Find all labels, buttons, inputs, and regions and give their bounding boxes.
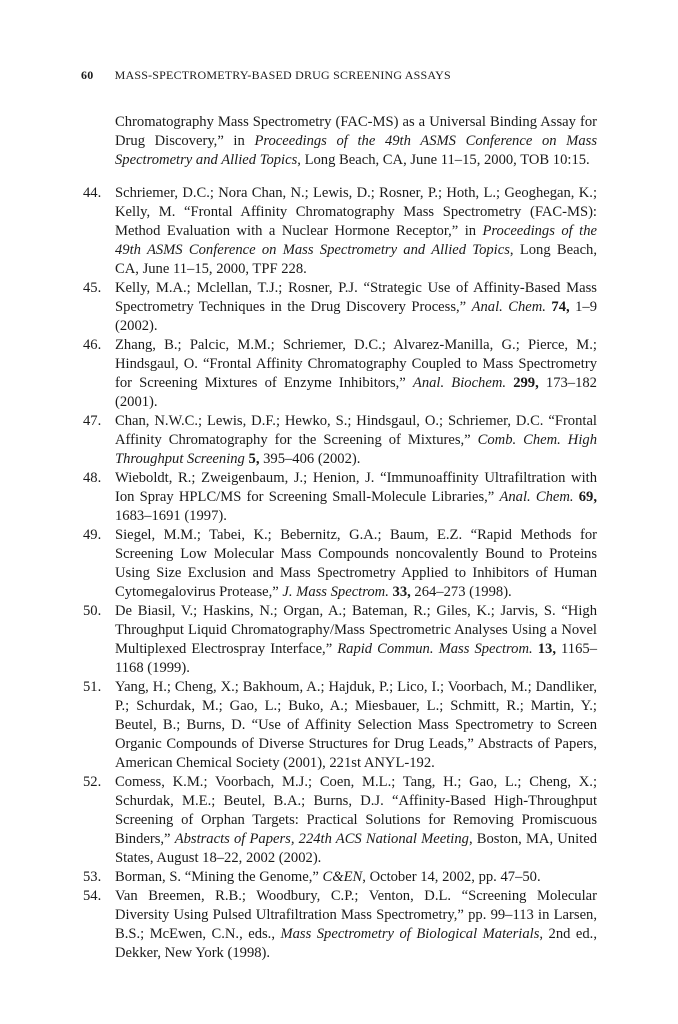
ref-part: Rapid Commun. Mass Spectrom.: [337, 641, 533, 658]
ref-part: 1683–1691 (1997).: [115, 508, 227, 525]
ref-part: 173–182 (2001).: [115, 375, 597, 411]
ref-part: , October 14, 2002, pp. 47–50.: [362, 869, 541, 886]
ref-part: Chromatography Mass Spectrometry (FAC-MS) as a Universal Binding Assay for Drug Discovery,” in: [115, 113, 597, 149]
reference-item: [83, 279, 597, 336]
ref-part: Proceedings of the 49th ASMS Conference on Mass Spectrometry and Allied Topics: [115, 132, 597, 168]
reference-number: 44.: [83, 185, 102, 202]
ref-part: , Long Beach, CA, June 11–15, 2000, TPF 228.: [115, 242, 597, 278]
reference-continuation: [83, 113, 597, 170]
reference-number: 48.: [83, 470, 102, 487]
reference-number: 51.: [83, 679, 102, 696]
reference-number: 47.: [83, 413, 102, 430]
ref-part: 264–273 (1998).: [410, 584, 512, 601]
ref-part: Comb. Chem. High Throughput Screening: [115, 432, 597, 468]
ref-part: Abstracts of Papers, 224th ACS National Meeting: [174, 831, 469, 848]
ref-part: 69,: [578, 489, 597, 506]
reference-item: [83, 773, 597, 868]
reference-item: [83, 469, 597, 526]
ref-part: Proceedings of the 49th ASMS Conference on Mass Spectrometry and Allied Topics: [115, 223, 597, 259]
ref-part: 1165–1168 (1999).: [115, 641, 597, 677]
reference-number: 46.: [83, 337, 102, 354]
reference-item: [83, 887, 597, 963]
reference-item: [83, 868, 597, 887]
ref-part: Wieboldt, R.; Zweigenbaum, J.; Henion, J. “Immunoaffinity Ultrafiltration with Ion Spray HPLC/MS for Screening Small-Molecule Libraries,”: [115, 470, 597, 506]
reference-number: 45.: [83, 280, 102, 297]
reference-number: 53.: [83, 869, 102, 886]
reference-number: 49.: [83, 527, 102, 544]
reference-item: [83, 184, 597, 279]
ref-part: Zhang, B.; Palcic, M.M.; Schriemer, D.C.; Alvarez-Manilla, G.; Pierce, M.; Hindsgaul, O. “Frontal Affinity Chromatography Coupled to Mass Spectrometry for Screening Mixtures of Enzyme Inhibitors,”: [115, 337, 597, 392]
ref-part: Anal. Chem.: [471, 299, 546, 316]
ref-part: Borman, S. “Mining the Genome,”: [115, 869, 323, 886]
ref-part: 299,: [513, 375, 539, 392]
ref-part: , Long Beach, CA, June 11–15, 2000, TOB 10:15.: [297, 151, 590, 168]
ref-part: , Boston, MA, United States, August 18–22, 2002 (2002).: [115, 831, 597, 867]
running-title: MASS-SPECTROMETRY-BASED DRUG SCREENING ASSAYS: [114, 68, 451, 82]
ref-part: J. Mass Spectrom.: [282, 584, 389, 601]
ref-part: 33,: [392, 584, 411, 601]
ref-part: Van Breemen, R.B.; Woodbury, C.P.; Venton, D.L. “Screening Molecular Diversity Using Pulsed Ultrafiltration Mass Spectrometry,” pp. 99–113 in Larsen, B.S.; McEwen, C.N., eds.,: [115, 888, 597, 943]
reference-item: [83, 336, 597, 412]
reference-list: [83, 98, 597, 963]
reference-number: 50.: [83, 603, 102, 620]
ref-part: Yang, H.; Cheng, X.; Bakhoum, A.; Hajduk, P.; Lico, I.; Voorbach, M.; Dandliker, P.; Schurdak, M.; Gao, L.; Buko, A.; Miesbauer, L.; Schmitt, R.; Martin, Y.; Beutel, B.; Burns, D. “Use of Affinity Selection Mass Spectrometry to Screen Organic Compounds of Diverse Structures for Drug Leads,” Abstracts of Papers, American Chemical Society (2001), 221st ANYL-192.: [115, 679, 597, 772]
ref-part: Schriemer, D.C.; Nora Chan, N.; Lewis, D.; Rosner, P.; Hoth, L.; Geoghegan, K.; Kelly, M. “Frontal Affinity Chromatography Mass Spectrometry (FAC-MS): Method Evaluation with a Nuclear Hormone Receptor,” in: [115, 185, 597, 240]
running-header: [81, 68, 451, 83]
ref-part: 1–9 (2002).: [115, 299, 597, 335]
ref-part: Anal. Biochem.: [412, 375, 507, 392]
ref-part: Siegel, M.M.; Tabei, K.; Bebernitz, G.A.; Baum, E.Z. “Rapid Methods for Screening Low Molecular Mass Compounds noncovalently Bound to Proteins Using Size Exclusion and Mass Spectrometry Applied to Inhibitors of Human Cytomegalovirus Protease,”: [115, 527, 597, 601]
ref-part: 395–406 (2002).: [259, 451, 361, 468]
ref-part: Kelly, M.A.; Mclellan, T.J.; Rosner, P.J. “Strategic Use of Affinity-Based Mass Spectrometry Techniques in the Drug Discovery Process,”: [115, 280, 597, 316]
reference-number: 54.: [83, 888, 102, 905]
ref-part: 5,: [248, 451, 260, 468]
ref-part: 74,: [551, 299, 570, 316]
reference-number: 52.: [83, 774, 102, 791]
ref-part: Anal. Chem.: [499, 489, 574, 506]
ref-part: , 2nd ed., Dekker, New York (1998).: [115, 926, 597, 962]
reference-item: [83, 678, 597, 773]
ref-part: C&EN: [322, 869, 363, 886]
ref-part: Chan, N.W.C.; Lewis, D.F.; Hewko, S.; Hindsgaul, O.; Schriemer, D.C. “Frontal Affinity Chromatography for the Screening of Mixtures,”: [115, 413, 597, 449]
reference-item: [83, 412, 597, 469]
ref-part: Comess, K.M.; Voorbach, M.J.; Coen, M.L.; Tang, H.; Gao, L.; Cheng, X.; Schurdak, M.E.; Beutel, B.A.; Burns, D.J. “Affinity-Based High-Throughput Screening of Orphan Targets: Practical Solutions for Removing Promiscuous Binders,”: [115, 774, 597, 848]
reference-item: [83, 602, 597, 678]
ref-part: Mass Spectrometry of Biological Materials: [280, 926, 540, 943]
ref-part: De Biasil, V.; Haskins, N.; Organ, A.; Bateman, R.; Giles, K.; Jarvis, S. “High Throughput Liquid Chromatography/Mass Spectrometric Analyses Using a Novel Multiplexed Electrospray Interface,”: [115, 603, 597, 658]
reference-item: [83, 526, 597, 602]
page-number: 60: [81, 68, 94, 82]
ref-part: 13,: [537, 641, 556, 658]
